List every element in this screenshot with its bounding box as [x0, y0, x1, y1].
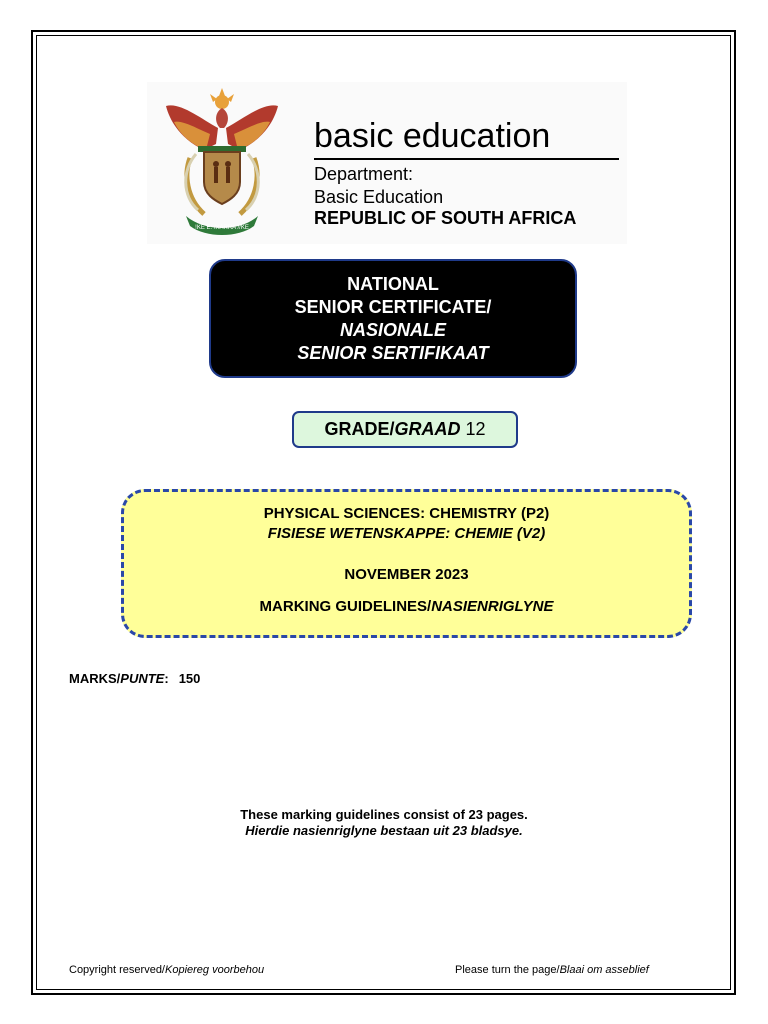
grade-box [292, 411, 518, 448]
guidelines-label: MARKING GUIDELINES/ [259, 598, 432, 615]
guidelines-title [124, 598, 689, 615]
subject-english: PHYSICAL SCIENCES: CHEMISTRY (P2) [263, 505, 550, 522]
footer-copyright [69, 964, 264, 976]
marks-label-af: PUNTE [120, 671, 165, 686]
copyright-label: Copyright reserved/ [69, 964, 165, 976]
marks-value: 150 [178, 671, 201, 686]
department-label: Department: [314, 164, 414, 184]
marks-label: MARKS/ [69, 671, 121, 686]
grade-label: GRADE/ [324, 419, 395, 439]
footer-turn-page [455, 964, 649, 976]
country-name: REPUBLIC OF SOUTH AFRICA [314, 208, 577, 228]
certificate-line-4: SENIOR SERTIFIKAAT [297, 343, 489, 363]
subject-afrikaans: FISIESE WETENSKAPPE: CHEMIE (V2) [267, 525, 546, 542]
pages-note-afrikaans: Hierdie nasienriglyne bestaan uit 23 bladsye. [245, 823, 523, 838]
brand-name: basic education [314, 117, 551, 155]
brand-divider [314, 158, 619, 160]
pages-note-english: These marking guidelines consist of 23 pages. [240, 807, 528, 822]
svg-text:!KE E: /XARRA //KE: !KE E: /XARRA //KE [195, 225, 249, 231]
turn-page-label-af: Blaai om asseblief [559, 964, 649, 976]
grade-label-af: GRAAD [394, 419, 461, 439]
copyright-label-af: Kopiereg voorbehou [165, 964, 265, 976]
certificate-line-1: NATIONAL [347, 274, 439, 294]
certificate-line-2: SENIOR CERTIFICATE/ [294, 297, 492, 317]
turn-page-label: Please turn the page/ [455, 964, 560, 976]
marks-line [69, 671, 200, 686]
exam-date: NOVEMBER 2023 [344, 566, 469, 583]
certificate-box [209, 259, 577, 378]
marks-colon: : [164, 671, 169, 686]
grade-number: 12 [465, 419, 486, 439]
certificate-line-3: NASIONALE [339, 320, 446, 340]
guidelines-label-af: NASIENRIGLYNE [431, 598, 554, 615]
coat-of-arms-icon [160, 88, 285, 238]
subject-box [121, 489, 692, 638]
department-name: Basic Education [314, 187, 444, 207]
